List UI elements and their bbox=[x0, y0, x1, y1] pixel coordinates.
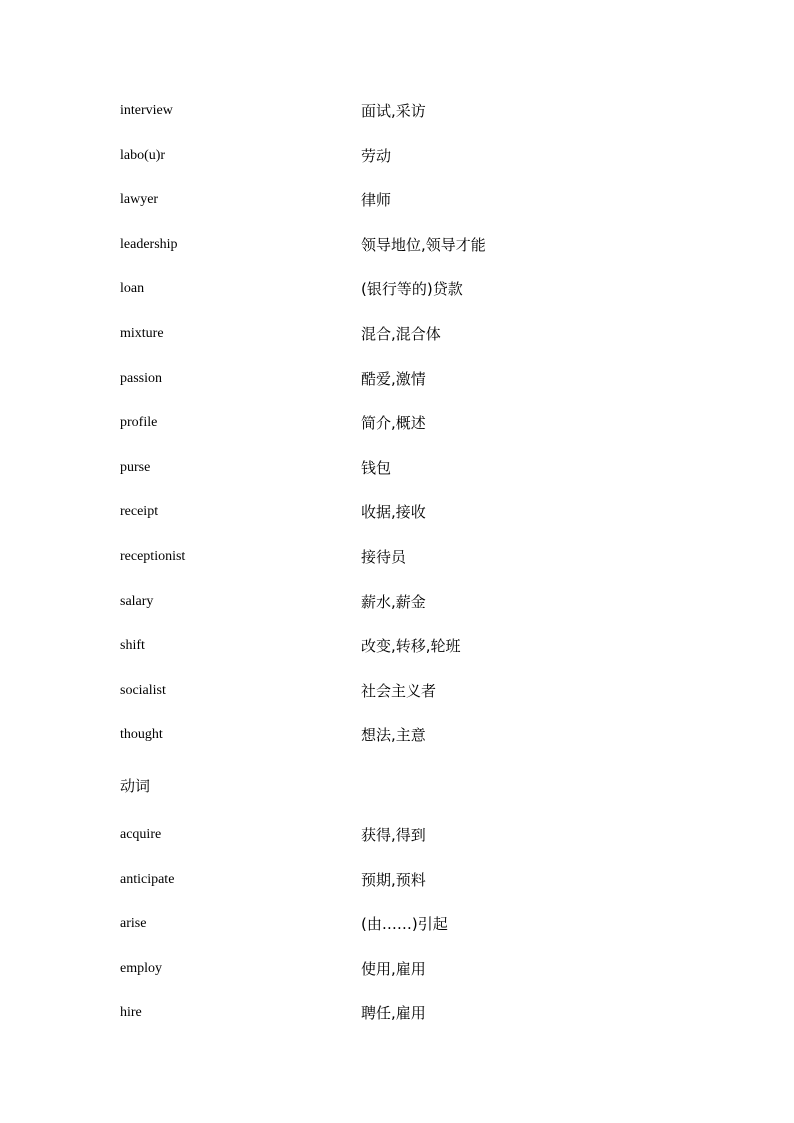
english-word: hire bbox=[120, 1005, 142, 1021]
chinese-meaning: 酷爱,激情 bbox=[361, 369, 426, 388]
chinese-meaning: 接待员 bbox=[361, 547, 407, 566]
english-word: loan bbox=[120, 281, 145, 297]
vocab-row bbox=[120, 189, 680, 234]
chinese-meaning: 律师 bbox=[361, 191, 392, 210]
english-word: employ bbox=[120, 960, 162, 976]
english-word: anticipate bbox=[120, 871, 175, 887]
english-word: passion bbox=[120, 370, 162, 386]
chinese-meaning: 使用,雇用 bbox=[361, 959, 426, 978]
english-word: shift bbox=[120, 638, 145, 654]
chinese-meaning: 改变,转移,轮班 bbox=[361, 637, 461, 656]
vocab-row bbox=[120, 100, 680, 145]
vocab-row bbox=[120, 824, 680, 869]
english-word: mixture bbox=[120, 325, 164, 341]
vocab-row bbox=[120, 1002, 680, 1047]
noun-vocabulary-list bbox=[120, 100, 680, 769]
english-word: receptionist bbox=[120, 548, 186, 564]
chinese-meaning: (由……)引起 bbox=[361, 915, 448, 934]
chinese-meaning: 预期,预料 bbox=[361, 870, 426, 889]
english-word: labo(u)r bbox=[120, 147, 166, 163]
chinese-meaning: 社会主义者 bbox=[361, 681, 437, 700]
chinese-meaning: 获得,得到 bbox=[361, 826, 426, 844]
vocab-row bbox=[120, 869, 680, 914]
chinese-meaning: 领导地位,领导才能 bbox=[361, 235, 486, 254]
english-word: lawyer bbox=[120, 192, 159, 208]
vocab-row bbox=[120, 412, 680, 457]
english-word: purse bbox=[120, 459, 151, 475]
vocab-row bbox=[120, 913, 680, 958]
vocab-row bbox=[120, 323, 680, 368]
chinese-meaning: 想法,主意 bbox=[361, 726, 426, 745]
vocab-row bbox=[120, 278, 680, 323]
english-word: arise bbox=[120, 916, 147, 932]
chinese-meaning: 混合,混合体 bbox=[361, 324, 441, 343]
vocab-row bbox=[120, 546, 680, 591]
chinese-meaning: 简介,概述 bbox=[361, 414, 426, 433]
vocab-row bbox=[120, 501, 680, 546]
english-word: acquire bbox=[120, 827, 162, 842]
vocab-row bbox=[120, 591, 680, 636]
vocab-row bbox=[120, 234, 680, 279]
chinese-meaning: 薪水,薪金 bbox=[361, 592, 426, 611]
vocab-row bbox=[120, 368, 680, 413]
verb-vocabulary-list bbox=[120, 824, 680, 1047]
chinese-meaning: 钱包 bbox=[361, 458, 392, 477]
vocab-row bbox=[120, 145, 680, 190]
english-word: thought bbox=[120, 727, 163, 743]
chinese-meaning: 面试,采访 bbox=[361, 102, 426, 120]
vocab-row bbox=[120, 958, 680, 1003]
english-word: profile bbox=[120, 415, 158, 431]
chinese-meaning: (银行等的)贷款 bbox=[361, 280, 463, 299]
chinese-meaning: 收据,接收 bbox=[361, 503, 426, 522]
vocab-row bbox=[120, 635, 680, 680]
english-word: receipt bbox=[120, 504, 159, 520]
english-word: salary bbox=[120, 593, 154, 609]
chinese-meaning: 劳动 bbox=[361, 146, 392, 165]
english-word: socialist bbox=[120, 682, 166, 698]
verbs-section-heading: 动词 bbox=[120, 777, 151, 795]
english-word: interview bbox=[120, 103, 173, 118]
vocab-row bbox=[120, 457, 680, 502]
chinese-meaning: 聘任,雇用 bbox=[361, 1004, 426, 1023]
vocab-row bbox=[120, 724, 680, 769]
vocab-row bbox=[120, 680, 680, 725]
english-word: leadership bbox=[120, 236, 178, 252]
